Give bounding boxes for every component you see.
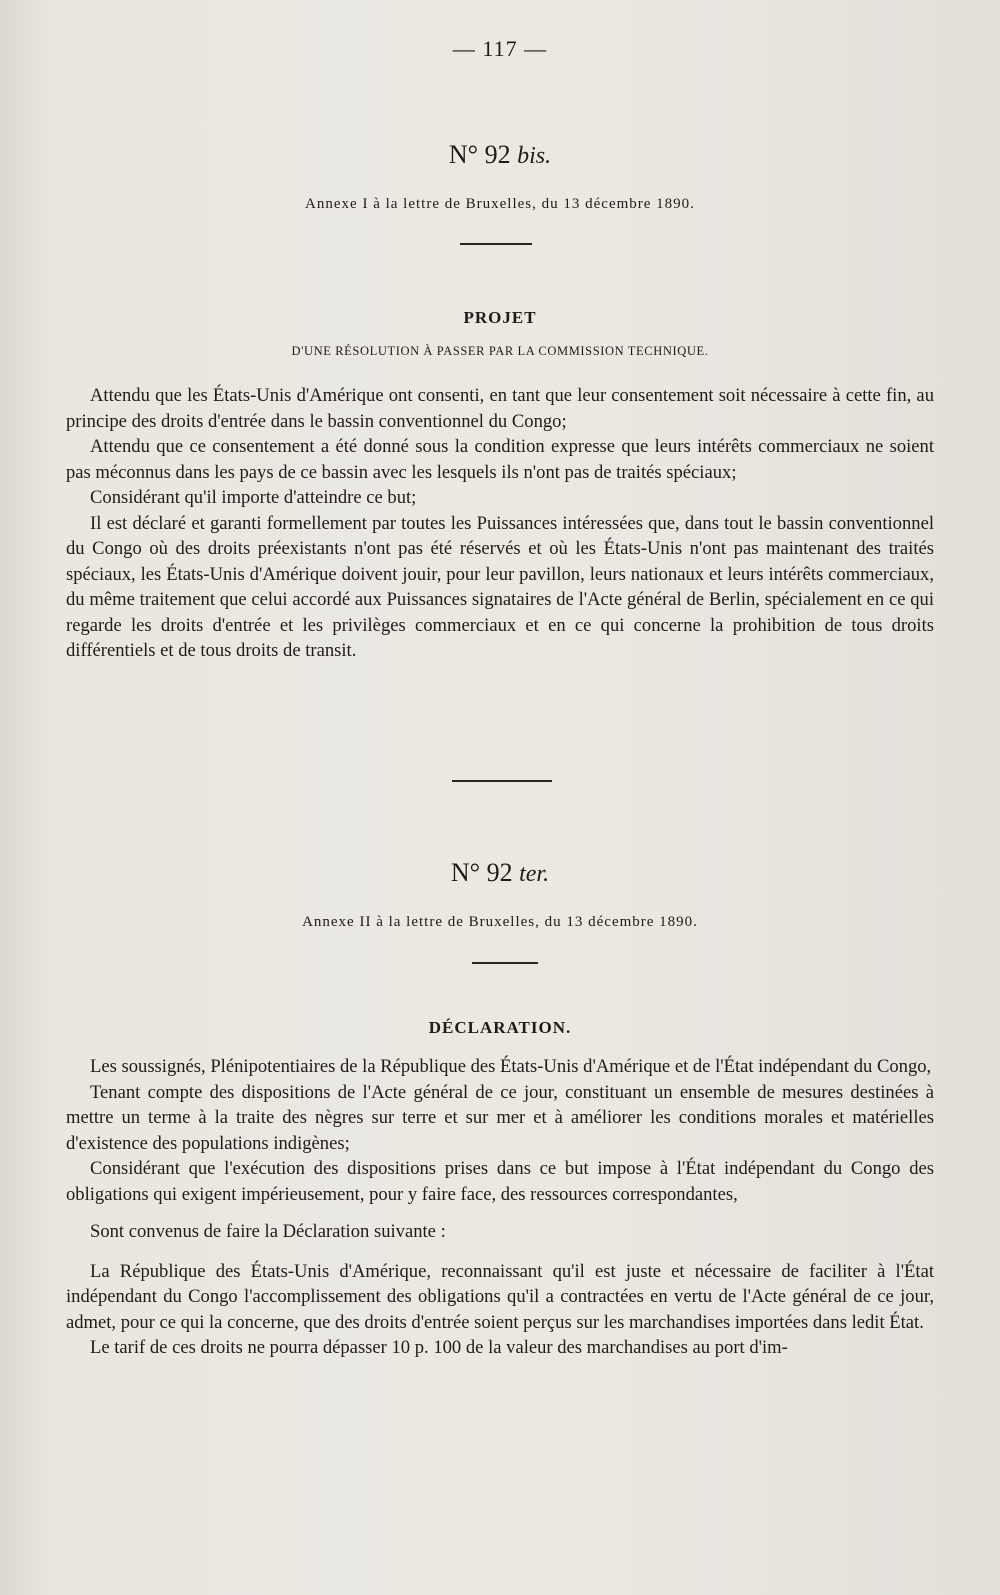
doc1-paragraph: Il est déclaré et garanti formellement par toutes les Puissances intéressées que, dans tout le bassin conventionnel du Congo où des droits préexistants n'ont pas été réservés et où les États-Unis n'ont pas maintenant des traités spéciaux, les États-Unis d'Amérique doivent jouir, pour leur pavillon, leurs nationaux et leurs intérêts commerciaux, du même traitement que celui accordé aux Puissances signataires de l'Acte général de Berlin, spécialement en ce qui regarde les droits d'entrée et les privilèges commerciaux et en ce qui concerne la prohibition de tous droits différentiels et de tous droits de transit. — [66, 512, 934, 661]
doc1-number-suffix: bis. — [517, 143, 552, 169]
doc2-number-suffix: ter. — [519, 861, 550, 887]
doc2-paragraph: La République des États-Unis d'Amérique, reconnaissant qu'il est juste et nécessaire de faciliter à l'État indépendant du Congo l'accomplissement des obligations qu'il a contractées en vertu de l'Acte général de ce jour, admet, pour ce qui la concerne, que des droits d'entrée soient perçus sur les marchandises importées dans ledit État. — [66, 1260, 934, 1333]
divider — [472, 962, 538, 964]
doc1-paragraph: Attendu que les États-Unis d'Amérique ont consenti, en tant que leur consentement soit nécessaire à cette fin, au principe des droits d'entrée dans le bassin conventionnel du Congo; — [66, 385, 934, 432]
doc1-number: N° 92 — [448, 140, 511, 169]
doc2-number: N° 92 — [450, 858, 513, 887]
doc1-title: PROJET — [463, 308, 537, 327]
doc2-body — [66, 1054, 934, 1361]
doc1-body — [66, 383, 934, 664]
doc2-title: DÉCLARATION. — [428, 1018, 572, 1037]
doc2-paragraph: Considérant que l'exécution des dispositions prises dans ce but impose à l'État indépendant du Congo des obligations qui exigent impérieusement, pour y faire face, des ressources correspondantes, — [66, 1158, 934, 1205]
doc1-subtitle: D'UNE RÉSOLUTION À PASSER PAR LA COMMISSION TECHNIQUE. — [291, 344, 709, 358]
page-number: — 117 — — [452, 36, 548, 61]
section-divider — [452, 780, 552, 782]
doc1-annex-line: Annexe I à la lettre de Bruxelles, du 13 décembre 1890. — [305, 196, 695, 212]
doc2-paragraph: Le tarif de ces droits ne pourra dépasser 10 p. 100 de la valeur des marchandises au port d'im- — [90, 1337, 788, 1358]
doc2-annex-line: Annexe II à la lettre de Bruxelles, du 13 décembre 1890. — [302, 914, 698, 930]
doc2-paragraph: Les soussignés, Plénipotentiaires de la République des États-Unis d'Amérique et de l'État indépendant du Congo, — [90, 1056, 932, 1077]
doc2-paragraph: Sont convenus de faire la Déclaration suivante : — [90, 1221, 446, 1242]
divider — [460, 243, 532, 245]
document-number-92-ter — [0, 858, 1000, 888]
document-number-92-bis — [0, 140, 1000, 170]
doc1-paragraph: Considérant qu'il importe d'atteindre ce but; — [90, 487, 417, 508]
doc2-paragraph: Tenant compte des dispositions de l'Acte général de ce jour, constituant un ensemble de mesures destinées à mettre un terme à la traite des nègres sur terre et sur mer et à améliorer les conditions morales et matérielles d'existence des populations indigènes; — [66, 1081, 934, 1154]
doc1-paragraph: Attendu que ce consentement a été donné sous la condition expresse que leurs intérêts commerciaux ne soient pas méconnus dans les pays de ce bassin avec les lesquels ils n'ont pas de traités spéciaux; — [66, 436, 934, 483]
